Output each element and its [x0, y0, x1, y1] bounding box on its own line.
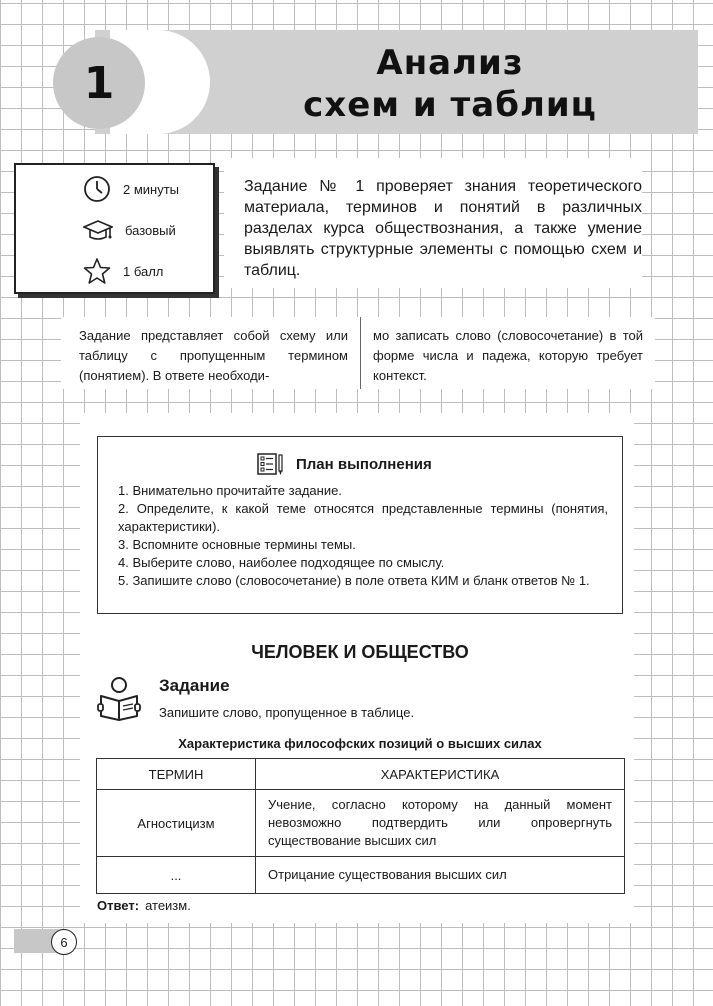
table-caption: Характеристика философских позиций о высших силах — [178, 736, 542, 751]
intro-block — [224, 158, 642, 288]
table-row — [97, 857, 625, 894]
header-characteristic: ХАРАКТЕРИСТИКА — [256, 759, 625, 790]
table-cell-term: Агностицизм — [97, 790, 256, 857]
star-icon — [83, 257, 111, 285]
info-time-text: 2 минуты — [123, 181, 180, 197]
info-level-text: базовый — [125, 222, 176, 238]
chapter-title — [215, 42, 685, 126]
reading-person-icon — [97, 676, 141, 722]
answer-value: атеизм. — [145, 898, 191, 913]
task-text: Запишите слово, пропущенное в таблице. — [159, 705, 415, 720]
header-term: ТЕРМИН — [97, 759, 256, 790]
plan-header — [256, 451, 496, 477]
info-points — [16, 254, 206, 288]
plan-step: 2. Определите, к какой теме относятся представленные термины (понятия, характеристики). — [118, 501, 608, 534]
term-table — [96, 758, 625, 894]
section-heading: ЧЕЛОВЕК И ОБЩЕСТВО — [251, 642, 469, 662]
plan-title: План выполнения — [296, 455, 432, 473]
info-level — [16, 213, 206, 247]
table-cell-characteristic: Учение, согласно которому на данный момент невозможно подтвердить или опровергнуть существование высших сил — [256, 790, 625, 857]
plan-steps — [118, 482, 608, 590]
chapter-title-line2: схем и таблиц — [303, 85, 597, 125]
clock-icon — [83, 175, 111, 203]
plan-step: 4. Выберите слово, наиболее подходящее по смыслу. — [118, 555, 445, 570]
intro-text: Задание № 1 проверяет знания теоретического материала, терминов и понятий в различных разделах курса обществознания, а также умение выявлять структурные элементы с помощью схем и таблиц. — [244, 178, 642, 279]
description-col1: Задание представляет собой схему или таблицу с пропущенным термином (понятием). В ответе необходи- — [61, 317, 361, 389]
graduation-cap-icon — [83, 217, 113, 243]
task-info-box — [14, 163, 215, 294]
chapter-number: 1 — [53, 37, 145, 129]
table-cell-characteristic: Отрицание существования высших сил — [256, 857, 625, 894]
table-cell-term: ... — [97, 857, 256, 894]
description-col2: мо записать слово (словосочетание) в той форме числа и падежа, которую требует контекст. — [373, 328, 643, 383]
answer — [97, 898, 191, 913]
task-title: Задание — [159, 676, 230, 695]
checklist-icon — [256, 452, 286, 476]
plan-step: 5. Запишите слово (словосочетание) в поле ответа КИМ и бланк ответов № 1. — [118, 573, 590, 588]
chapter-title-line1: Анализ — [376, 43, 524, 83]
info-time — [16, 172, 206, 206]
table-header-row — [97, 759, 625, 790]
info-points-text: 1 балл — [123, 263, 164, 279]
page-number: 6 — [51, 929, 77, 955]
plan-step: 1. Внимательно прочитайте задание. — [118, 483, 342, 498]
description-block — [61, 317, 655, 389]
table-row — [97, 790, 625, 857]
plan-step: 3. Вспомните основные термины темы. — [118, 537, 356, 552]
answer-label: Ответ: — [97, 898, 140, 913]
